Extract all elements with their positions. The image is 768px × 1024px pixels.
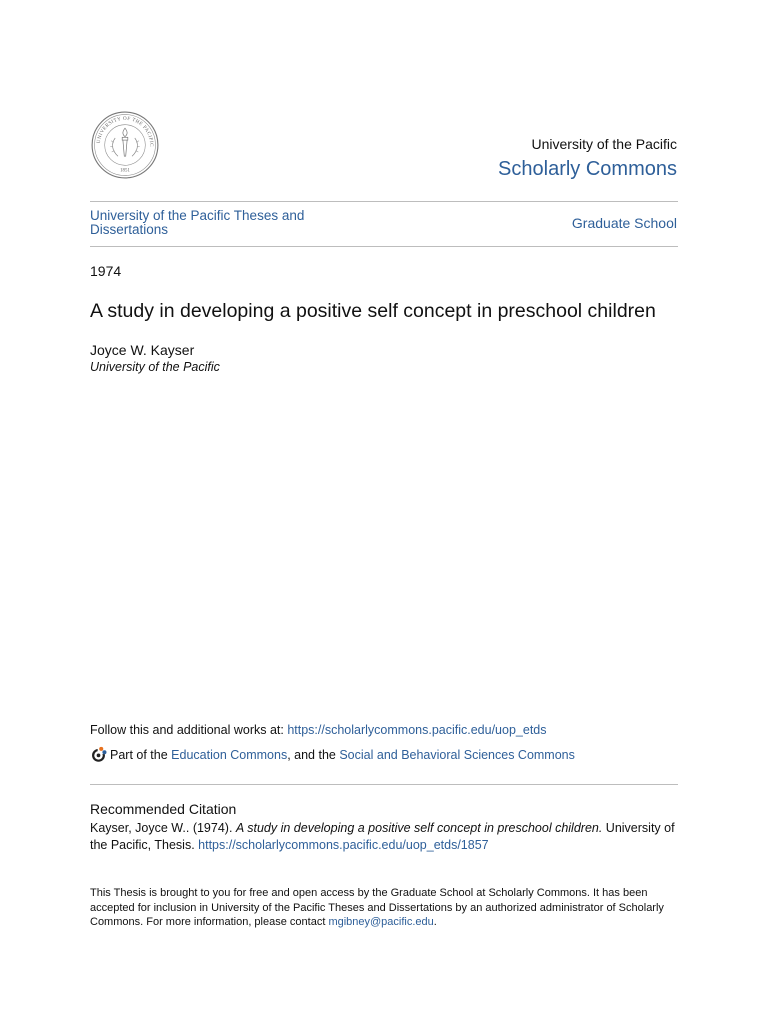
part-of-middle: , and the [287, 747, 336, 762]
citation-heading: Recommended Citation [90, 801, 237, 817]
follow-prefix: Follow this and additional works at: [90, 723, 288, 737]
citation-title: A study in developing a positive self concept in preschool children. [235, 821, 603, 835]
svg-text:1851: 1851 [120, 168, 130, 174]
education-commons-link[interactable]: Education Commons [171, 747, 288, 762]
collection-divider [90, 246, 678, 247]
citation-suffix: University of the Pacific, Thesis. [90, 821, 675, 852]
social-sciences-commons-link[interactable]: Social and Behavioral Sciences Commons [339, 747, 575, 762]
open-access-notice [90, 886, 680, 930]
contact-email-link[interactable]: mgibney@pacific.edu [328, 916, 434, 928]
notice-end: . [433, 916, 437, 928]
citation-text [90, 820, 680, 854]
follow-url-link[interactable]: https://scholarlycommons.pacific.edu/uop_etds [287, 723, 547, 737]
document-title: A study in developing a positive self concept in preschool children [90, 300, 656, 322]
citation-url-link[interactable]: https://scholarlycommons.pacific.edu/uop_etds/1857 [198, 838, 489, 852]
follow-line [90, 723, 547, 737]
graduate-school-link[interactable]: Graduate School [571, 215, 677, 231]
part-of-line [90, 746, 575, 763]
author-name: Joyce W. Kayser [90, 342, 195, 358]
svg-text:UNIVERSITY OF THE PACIFIC: UNIVERSITY OF THE PACIFIC [96, 116, 154, 147]
notice-text: This Thesis is brought to you for free and open access by the Graduate School at Scholarly Commons. It has been accepted for inclusion in University of the Pacific Theses and Dissertations by an authorized administrator of Scholarly Commons. For more information, please contact [90, 887, 664, 928]
institution-name: University of the Pacific [531, 136, 677, 152]
author-affiliation: University of the Pacific [90, 360, 220, 374]
collection-link[interactable]: University of the Pacific Theses and Dissertations [90, 208, 305, 237]
publication-year: 1974 [90, 263, 122, 279]
part-of-prefix: Part of the [110, 747, 168, 762]
network-commons-icon [90, 746, 107, 763]
header-divider [90, 201, 678, 202]
citation-divider [90, 784, 678, 785]
scholarly-commons-link[interactable]: Scholarly Commons [498, 158, 677, 180]
university-seal-icon [90, 110, 160, 180]
citation-prefix: Kayser, Joyce W.. (1974). [90, 821, 236, 835]
